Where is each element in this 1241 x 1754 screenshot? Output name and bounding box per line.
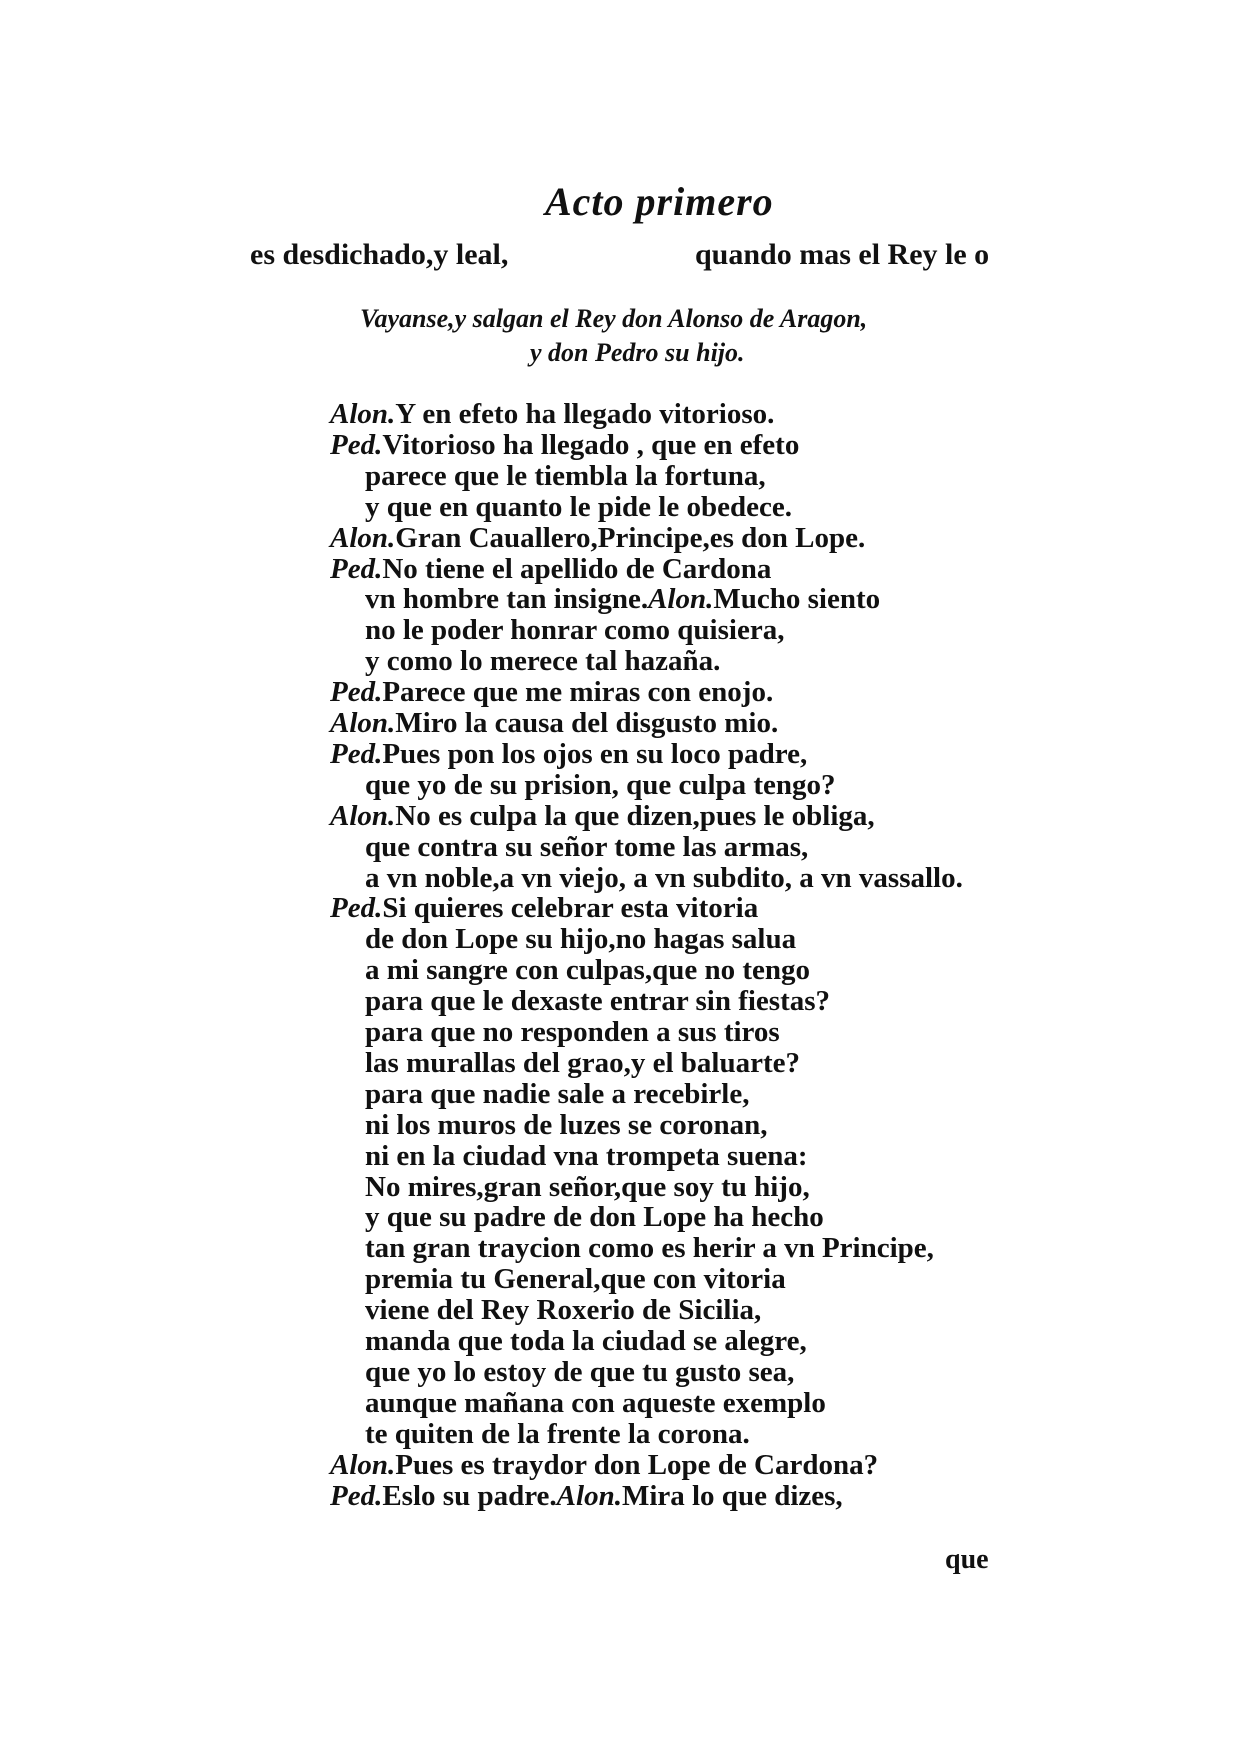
verse-line	[365, 1263, 786, 1295]
verse-line	[330, 892, 758, 924]
verse-text: viene del Rey Roxerio de Sicilia,	[365, 1294, 762, 1326]
speaker-name: Alon.	[330, 398, 396, 430]
verse-line	[365, 954, 810, 986]
verse-line	[365, 1232, 934, 1264]
speaker-name: Alon.	[330, 522, 396, 554]
verse-line	[365, 1356, 794, 1388]
verse-text: No es culpa la que dizen,pues le obliga,	[395, 800, 875, 832]
verse-text: vn hombre tan insigne.	[365, 583, 649, 615]
speaker-name: Ped.	[330, 892, 383, 924]
verse-line	[330, 707, 778, 739]
stage-direction	[360, 302, 960, 370]
verse-text: ni los muros de luzes se coronan,	[365, 1109, 768, 1141]
verse-text: Pues es traydor don Lope de Cardona?	[395, 1449, 879, 1481]
verse-text: aunque mañana con aqueste exemplo	[365, 1387, 826, 1419]
verse-line	[365, 583, 880, 615]
verse-text: que contra su señor tome las armas,	[365, 831, 809, 863]
verse-text: y que en quanto le pide le obedece.	[365, 491, 792, 523]
verse-line	[365, 1294, 761, 1326]
verse-line	[365, 1140, 808, 1172]
verse-line	[365, 645, 720, 677]
verse-text: no le poder honrar como quisiera,	[365, 614, 785, 646]
verse-text: No tiene el apellido de Cardona	[382, 553, 772, 585]
speaker-name: Ped.	[330, 738, 383, 770]
verse-text: de don Lope su hijo,no hagas salua	[365, 923, 797, 955]
verse-line	[365, 831, 808, 863]
verse-line	[365, 1325, 807, 1357]
verse-text: manda que toda la ciudad se alegre,	[365, 1325, 807, 1357]
verse-text: te quiten de la frente la corona.	[365, 1418, 750, 1450]
verse-line	[365, 1171, 810, 1203]
verse-text: No mires,gran señor,que soy tu hijo,	[365, 1171, 810, 1203]
verse-text: que yo de su prision, que culpa tengo?	[365, 769, 836, 801]
verse-line	[365, 769, 836, 801]
speaker-name: Ped.	[330, 429, 383, 461]
verse-line	[330, 1480, 843, 1512]
verse-line	[365, 923, 796, 955]
verse-line	[365, 1418, 750, 1450]
verse-line	[365, 614, 784, 646]
verse-text: para que le dexaste entrar sin fiestas?	[365, 985, 831, 1017]
speaker-name: Alon.	[556, 1480, 622, 1512]
verse-text: a vn noble,a vn viejo, a vn subdito, a vn vassallo.	[365, 862, 963, 894]
speaker-name: Ped.	[330, 1480, 383, 1512]
verse-text: a mi sangre con culpas,que no tengo	[365, 954, 810, 986]
verse-text: para que no responden a sus tiros	[365, 1016, 780, 1048]
verse-text: Pues pon los ojos en su loco padre,	[382, 738, 808, 770]
speaker-name: Ped.	[330, 553, 383, 585]
verse-text: Si quieres celebrar esta vitoria	[382, 892, 759, 924]
verse-line	[365, 1201, 824, 1233]
verse-text: Mira lo que dizes,	[621, 1480, 843, 1512]
verse-text: Gran Cauallero,Principe,es don Lope.	[395, 522, 866, 554]
verse-line	[365, 1387, 826, 1419]
verse-line	[330, 522, 865, 554]
verse-text: y que su padre de don Lope ha hecho	[365, 1201, 824, 1233]
verse-line	[330, 676, 773, 708]
catchword: que	[945, 1544, 989, 1575]
speaker-name: Alon.	[330, 1449, 396, 1481]
verse-text: premia tu General,que con vitoria	[365, 1263, 786, 1295]
speaker-name: Alon.	[330, 800, 396, 832]
verse-text: Eslo su padre.	[382, 1480, 557, 1512]
stage-direction-line: y don Pedro su hijo.	[530, 338, 745, 367]
verse-line	[330, 553, 771, 585]
verse-text: que yo lo estoy de que tu gusto sea,	[365, 1356, 795, 1388]
verse-text: Mucho siento	[713, 583, 881, 615]
verse-line	[365, 1078, 749, 1110]
verse-text: Vitorioso ha llegado , que en efeto	[382, 429, 800, 461]
verse-text: para que nadie sale a recebirle,	[365, 1078, 750, 1110]
verse-line	[365, 985, 830, 1017]
verse-line	[330, 738, 807, 770]
verse-line	[330, 398, 774, 430]
previous-verse-left: es desdichado,y leal,	[250, 238, 509, 271]
speaker-name: Alon.	[648, 583, 714, 615]
previous-verse-right: quando mas el Rey le o	[695, 238, 990, 271]
verse-line	[365, 1016, 780, 1048]
verse-line	[365, 460, 766, 492]
verse-line	[365, 1109, 768, 1141]
verse-line	[330, 800, 875, 832]
verse-line	[330, 1449, 878, 1481]
verse-line	[365, 1047, 800, 1079]
verse-text: Y en efeto ha llegado vitorioso.	[395, 398, 775, 430]
speaker-name: Alon.	[330, 707, 396, 739]
verse-text: tan gran traycion como es herir a vn Principe,	[365, 1232, 934, 1264]
verse-text: ni en la ciudad vna trompeta suena:	[365, 1140, 808, 1172]
speaker-name: Ped.	[330, 676, 383, 708]
verse-text: parece que le tiembla la fortuna,	[365, 460, 766, 492]
verse-line	[330, 429, 799, 461]
verse-line	[365, 862, 963, 894]
verse-text: las murallas del grao,y el baluarte?	[365, 1047, 800, 1079]
verse-text: y como lo merece tal hazaña.	[365, 645, 721, 677]
running-title: Acto primero	[545, 179, 774, 224]
verse-text: Parece que me miras con enojo.	[382, 676, 774, 708]
verse-line	[365, 491, 792, 523]
stage-direction-line: Vayanse,y salgan el Rey don Alonso de Aragon,	[360, 304, 868, 333]
verse-text: Miro la causa del disgusto mio.	[395, 707, 779, 739]
